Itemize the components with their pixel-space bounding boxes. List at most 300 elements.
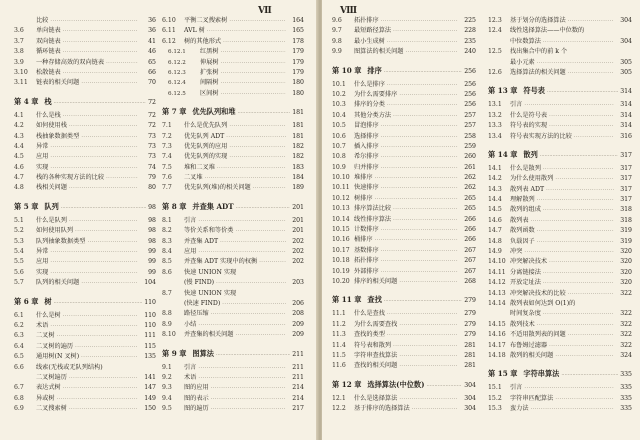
section-title: 路径压缩 (184, 310, 209, 318)
leader-dots (69, 373, 138, 383)
leader-dots (574, 132, 614, 142)
section-title: 排序的相关问题 (354, 277, 398, 285)
section-number: 11.3 (332, 331, 346, 339)
leader-dots (387, 80, 458, 90)
section-number: 4.8 (14, 184, 24, 192)
leader-dots (381, 132, 458, 142)
leader-dots (381, 246, 458, 256)
section-title: 排序的分类 (354, 101, 385, 109)
right-page (322, 0, 640, 440)
page-ref: 320 (620, 268, 632, 276)
section-title: 图的遍历 (184, 405, 209, 413)
leader-dots (229, 152, 286, 162)
page-ref: 201 (292, 203, 304, 211)
page-ref: 211 (292, 363, 304, 371)
leader-dots (63, 383, 138, 393)
toc-entry (14, 352, 156, 362)
leader-dots (259, 257, 286, 267)
leader-dots (555, 394, 614, 404)
toc-entry (14, 37, 156, 47)
section-number: 9.1 (162, 363, 172, 371)
section-title: 理解散列 (510, 196, 535, 204)
chapter-title: 优先队列和堆 (192, 107, 236, 117)
leader-dots (524, 247, 614, 257)
leader-dots (50, 152, 138, 162)
toc-entry (488, 247, 632, 257)
page-ref: 99 (148, 248, 156, 256)
section-title: 伸展树 (200, 58, 219, 66)
toc-entry (332, 194, 476, 204)
leader-dots (543, 205, 614, 215)
leader-dots (524, 100, 614, 110)
page-ref: 258 (464, 132, 476, 140)
leader-dots (381, 152, 458, 162)
page-ref: 257 (464, 111, 476, 119)
toc-entry (488, 174, 632, 184)
section-title: 异常 (36, 248, 49, 256)
section-title: 并查集的相关问题 (184, 331, 234, 339)
section-title: 不适用散列表的问题 (510, 331, 566, 339)
page-ref: 265 (464, 194, 476, 202)
section-number: 8.6 (162, 268, 172, 276)
section-title: 选择排序 (354, 132, 379, 140)
section-number: 10.18 (332, 257, 350, 265)
section-title: 一种存储高效的双向链表 (36, 58, 105, 66)
section-number: 15.2 (488, 394, 502, 402)
page-ref: 115 (144, 342, 156, 350)
leader-dots (393, 26, 458, 36)
leader-dots (537, 237, 614, 247)
left-page (0, 0, 318, 440)
toc-entry (162, 299, 304, 309)
page-ref: 304 (620, 37, 632, 45)
page-ref: 36 (148, 17, 156, 24)
toc-entry (488, 132, 632, 142)
section-number: 8.5 (162, 258, 172, 266)
toc-entry (332, 80, 476, 90)
section-title: 中位数算法 (510, 37, 541, 45)
page-ref: 111 (144, 332, 156, 340)
section-title: 树的其他形式 (184, 37, 222, 45)
leader-dots (81, 352, 138, 362)
page-ref: 189 (292, 184, 304, 192)
section-title: 归并排序 (354, 163, 379, 171)
chapter-heading (14, 200, 156, 214)
toc-entry (488, 394, 632, 404)
toc-entry (332, 404, 476, 414)
toc-entry (162, 89, 304, 99)
page-ref: 110 (144, 298, 156, 306)
section-number: 14.4 (488, 196, 502, 204)
toc-entry (332, 173, 476, 183)
leader-dots (221, 78, 286, 88)
toc-entry (332, 309, 476, 319)
section-title: 其他分类方法 (354, 111, 392, 119)
toc-entry (14, 331, 156, 341)
chapter-number: 第 14 章 (488, 149, 518, 159)
page-ref: 201 (292, 227, 304, 235)
chapter-heading (488, 367, 632, 381)
leader-dots (81, 132, 138, 142)
leader-dots (198, 363, 286, 373)
section-number: 10.19 (332, 267, 350, 275)
toc-entry (332, 152, 476, 162)
toc-entry (14, 152, 156, 162)
toc-entry (332, 47, 476, 57)
section-title: 队列抽象数据类型 (36, 237, 86, 245)
section-number: 10.8 (332, 153, 346, 161)
page-ref: 257 (464, 122, 476, 130)
toc-entry (162, 183, 304, 193)
page-number: Ⅶ (258, 6, 272, 16)
section-title: 查找的相关问题 (354, 362, 398, 370)
section-title: 异或树 (36, 394, 55, 402)
leader-dots (387, 309, 458, 319)
section-title: 基数排序 (354, 246, 379, 254)
page-ref: 72 (148, 111, 156, 119)
section-title: 图的应用 (184, 384, 209, 392)
page-ref: 70 (148, 79, 156, 87)
toc-entry (488, 164, 632, 174)
page-ref: 320 (620, 279, 632, 287)
leader-dots (375, 235, 458, 245)
section-number: 5.1 (14, 216, 24, 224)
section-number: 7.3 (162, 142, 172, 150)
leader-dots (198, 373, 286, 383)
section-title: 排序算法比较 (354, 205, 392, 213)
leader-dots (221, 47, 286, 57)
section-number: 10.4 (332, 111, 346, 119)
toc-entry (332, 246, 476, 256)
leader-dots (568, 68, 614, 78)
section-title: 快速 UNION 实现 (184, 268, 237, 276)
page-ref: 305 (620, 68, 632, 76)
toc-entry (14, 68, 156, 78)
page-ref: 181 (292, 109, 304, 117)
toc-entry (332, 256, 476, 266)
toc-entry (332, 100, 476, 110)
page-ref: 179 (292, 68, 304, 76)
toc-entry (162, 278, 304, 288)
toc-entry (14, 142, 156, 152)
section-number: 11.4 (332, 341, 346, 349)
section-number: 11.1 (332, 310, 346, 318)
section-number: 10.20 (332, 277, 350, 285)
section-number: 14.15 (488, 320, 506, 328)
page-ref: 141 (144, 373, 156, 381)
toc-entry (488, 320, 632, 330)
chapter-title: 符号表 (523, 86, 545, 96)
section-title: 最小元素 (510, 58, 535, 66)
section-title: 分离链接法 (510, 268, 541, 276)
page-ref: 147 (144, 384, 156, 392)
section-title: 通用树(N 叉树) (36, 353, 80, 361)
section-number: 10.2 (332, 90, 346, 98)
toc-entry (332, 121, 476, 131)
section-title: 小结 (184, 320, 197, 328)
page-ref: 209 (292, 320, 304, 328)
toc-entry (488, 100, 632, 110)
page-ref: 178 (292, 37, 304, 45)
toc-entry (488, 278, 632, 288)
toc-entry (162, 58, 304, 68)
section-number: 8.2 (162, 227, 172, 235)
page-ref: 322 (620, 331, 632, 339)
section-number: 8.3 (162, 237, 172, 245)
page-ref: 99 (148, 268, 156, 276)
page-ref: 320 (620, 248, 632, 256)
toc-entry (332, 394, 476, 404)
toc-column (14, 16, 156, 415)
section-number: 7.5 (162, 163, 172, 171)
page-ref: 184 (292, 174, 304, 182)
page-ref: 314 (620, 88, 632, 96)
page-ref: 235 (464, 37, 476, 45)
leader-dots (211, 404, 286, 414)
leader-dots (427, 379, 463, 393)
leader-dots (399, 277, 458, 287)
page-ref: 72 (148, 122, 156, 130)
toc-entry (14, 278, 156, 288)
section-number: 11.6 (332, 362, 346, 370)
section-title: 二叉搜索树 (36, 405, 67, 413)
section-title: 线索(无栈或无队列结构) (36, 363, 103, 371)
section-number: 14.10 (488, 258, 506, 266)
page-ref: 266 (464, 236, 476, 244)
page-ref: 211 (292, 350, 304, 358)
leader-dots (63, 47, 138, 57)
section-title: 堆和二叉堆 (184, 163, 215, 171)
section-number: 4.2 (14, 122, 24, 130)
section-number: 3.7 (14, 37, 24, 45)
toc-entry (14, 16, 156, 26)
toc-entry (162, 289, 304, 299)
chapter-heading (14, 95, 156, 109)
section-title: 拓扑排序 (354, 257, 379, 265)
section-number: 5.2 (14, 227, 24, 235)
leader-dots (229, 121, 286, 131)
leader-dots (381, 163, 458, 173)
section-title: 散列技术 (510, 320, 535, 328)
leader-dots (81, 78, 138, 88)
leader-dots (393, 341, 458, 351)
section-title: 计数排序 (354, 226, 379, 234)
chapter-title: 栈 (44, 96, 52, 106)
leader-dots (568, 289, 614, 299)
page-ref: 314 (620, 122, 632, 130)
chapter-number: 第 13 章 (488, 86, 518, 96)
section-title: 优先队列的应用 (184, 142, 228, 150)
toc-entry (332, 330, 476, 340)
leader-dots (236, 201, 291, 215)
chapter-number: 第 6 章 (14, 296, 39, 306)
chapter-heading (332, 64, 476, 78)
section-title: 图算法的相关问题 (354, 48, 404, 56)
toc-entry (162, 383, 304, 393)
toc-entry (332, 142, 476, 152)
section-title: 如何使用栈 (36, 122, 67, 130)
page-ref: 279 (464, 331, 476, 339)
page-ref: 267 (464, 246, 476, 254)
section-title: 什么是选择算法 (354, 394, 398, 402)
leader-dots (399, 320, 458, 330)
page-ref: 314 (620, 111, 632, 119)
section-number: 14.9 (488, 248, 502, 256)
section-number: 10.13 (332, 205, 350, 213)
section-number: 14.3 (488, 185, 502, 193)
toc-entry (162, 268, 304, 278)
section-number: 13.1 (488, 101, 502, 109)
leader-dots (226, 132, 286, 142)
page-ref: 149 (144, 394, 156, 402)
leader-dots (229, 142, 286, 152)
page-ref: 279 (464, 297, 476, 305)
leader-dots (54, 96, 147, 110)
leader-dots (69, 183, 138, 193)
toc-entry (14, 257, 156, 267)
chapter-number: 第 7 章 (162, 107, 187, 117)
section-number: 5.4 (14, 248, 24, 256)
section-number: 3.9 (14, 58, 24, 66)
toc-entry (162, 309, 304, 319)
chapter-title: 排序 (367, 65, 382, 75)
section-title: 等价关系和等价类 (184, 227, 234, 235)
leader-dots (63, 37, 138, 47)
toc-entry (162, 26, 304, 36)
toc-entry (14, 58, 156, 68)
section-number: 15.3 (488, 405, 502, 413)
section-title: 异常 (36, 142, 49, 150)
section-number: 10.3 (332, 101, 346, 109)
section-number: 14.2 (488, 175, 502, 183)
leader-dots (412, 404, 458, 414)
section-number: 10.16 (332, 236, 350, 244)
page-ref: 203 (292, 279, 304, 287)
section-title: 什么是排序 (354, 80, 385, 88)
section-title: 希尔排序 (354, 153, 379, 161)
toc-entry (162, 16, 304, 26)
page-ref: 73 (148, 132, 156, 140)
leader-dots (211, 383, 286, 393)
toc-entry (162, 320, 304, 330)
page-ref: 179 (292, 58, 304, 66)
toc-entry (332, 90, 476, 100)
page-ref: 165 (292, 27, 304, 35)
section-title: 负载因子 (510, 237, 535, 245)
section-title: 实现 (36, 268, 49, 276)
section-title: 符号表实现方法的比较 (510, 132, 572, 140)
section-number: 6.12.5 (168, 90, 186, 97)
section-number: 14.18 (488, 351, 506, 359)
leader-dots (537, 320, 614, 330)
section-number: 14.14 (488, 299, 506, 307)
toc-entry (14, 247, 156, 257)
section-title: 什么是优先队列 (184, 122, 228, 130)
leader-dots (543, 278, 614, 288)
page-ref: 260 (464, 153, 476, 161)
page-ref: 80 (148, 184, 156, 192)
toc-entry (488, 111, 632, 121)
section-number: 3.10 (14, 68, 28, 76)
leader-dots (543, 37, 614, 47)
page-ref: 217 (292, 405, 304, 413)
chapter-title: 字符串算法 (523, 369, 560, 379)
section-number: 9.9 (332, 48, 342, 56)
page-ref: 265 (464, 205, 476, 213)
leader-dots (375, 194, 458, 204)
section-number: 9.5 (162, 405, 172, 413)
toc-entry (162, 132, 304, 142)
section-number: 6.6 (14, 363, 24, 371)
toc-entry (14, 268, 156, 278)
leader-dots (198, 247, 286, 257)
leader-dots (387, 37, 458, 47)
toc-entry (162, 330, 304, 340)
leader-dots (106, 58, 138, 68)
section-title: 开放定址法 (510, 279, 541, 287)
section-title: 线性选择算法——中位数的 (510, 27, 585, 35)
leader-dots (540, 149, 618, 163)
section-title: 选择算法的相关问题 (510, 68, 566, 76)
toc-entry (14, 111, 156, 121)
page-ref: 319 (620, 227, 632, 235)
chapter-heading (162, 347, 304, 361)
toc-entry (488, 121, 632, 131)
section-title: 拓扑排序 (354, 17, 379, 24)
leader-dots (537, 58, 614, 68)
toc-entry (332, 235, 476, 245)
section-number: 6.12.4 (168, 80, 186, 87)
toc-entry (162, 257, 304, 267)
section-title: 表达式树 (36, 384, 61, 392)
leader-dots (393, 215, 458, 225)
chapter-title: 并查集 ADT (192, 201, 234, 211)
leader-dots (399, 361, 458, 371)
section-number: 14.13 (488, 289, 506, 297)
toc-entry (488, 26, 632, 36)
section-number: 8.4 (162, 248, 172, 256)
page-ref: 182 (292, 153, 304, 161)
toc-entry (488, 351, 632, 361)
section-number: 4.3 (14, 132, 24, 140)
section-title: 符号表和散列 (354, 341, 392, 349)
page-ref: 318 (620, 206, 632, 214)
section-title: 二叉树遍历 (36, 373, 67, 381)
section-title: 链表的相关问题 (36, 79, 80, 87)
leader-dots (216, 278, 286, 288)
section-title: 并查集 ADT (184, 237, 219, 245)
leader-dots (393, 111, 458, 121)
page-ref: 304 (464, 394, 476, 402)
section-number: 3.8 (14, 48, 24, 56)
leader-dots (543, 164, 614, 174)
section-title: 插入排序 (354, 142, 379, 150)
section-title: (快速 FIND) (184, 299, 221, 307)
page-ref: 335 (620, 371, 632, 379)
toc-entry (14, 47, 156, 57)
page-ref: 335 (620, 394, 632, 402)
page-ref: 183 (292, 163, 304, 171)
section-number: 4.5 (14, 153, 24, 161)
page-ref: 164 (292, 17, 304, 24)
section-title: 外部排序 (354, 267, 379, 275)
section-title: 红黑树 (200, 48, 219, 56)
section-number: 7.4 (162, 153, 172, 161)
section-title: 栈相关问题 (36, 184, 67, 192)
toc-entry (162, 247, 304, 257)
section-title: 实现 (36, 163, 49, 171)
section-title: 找出集合中的前 k 个 (510, 48, 568, 56)
